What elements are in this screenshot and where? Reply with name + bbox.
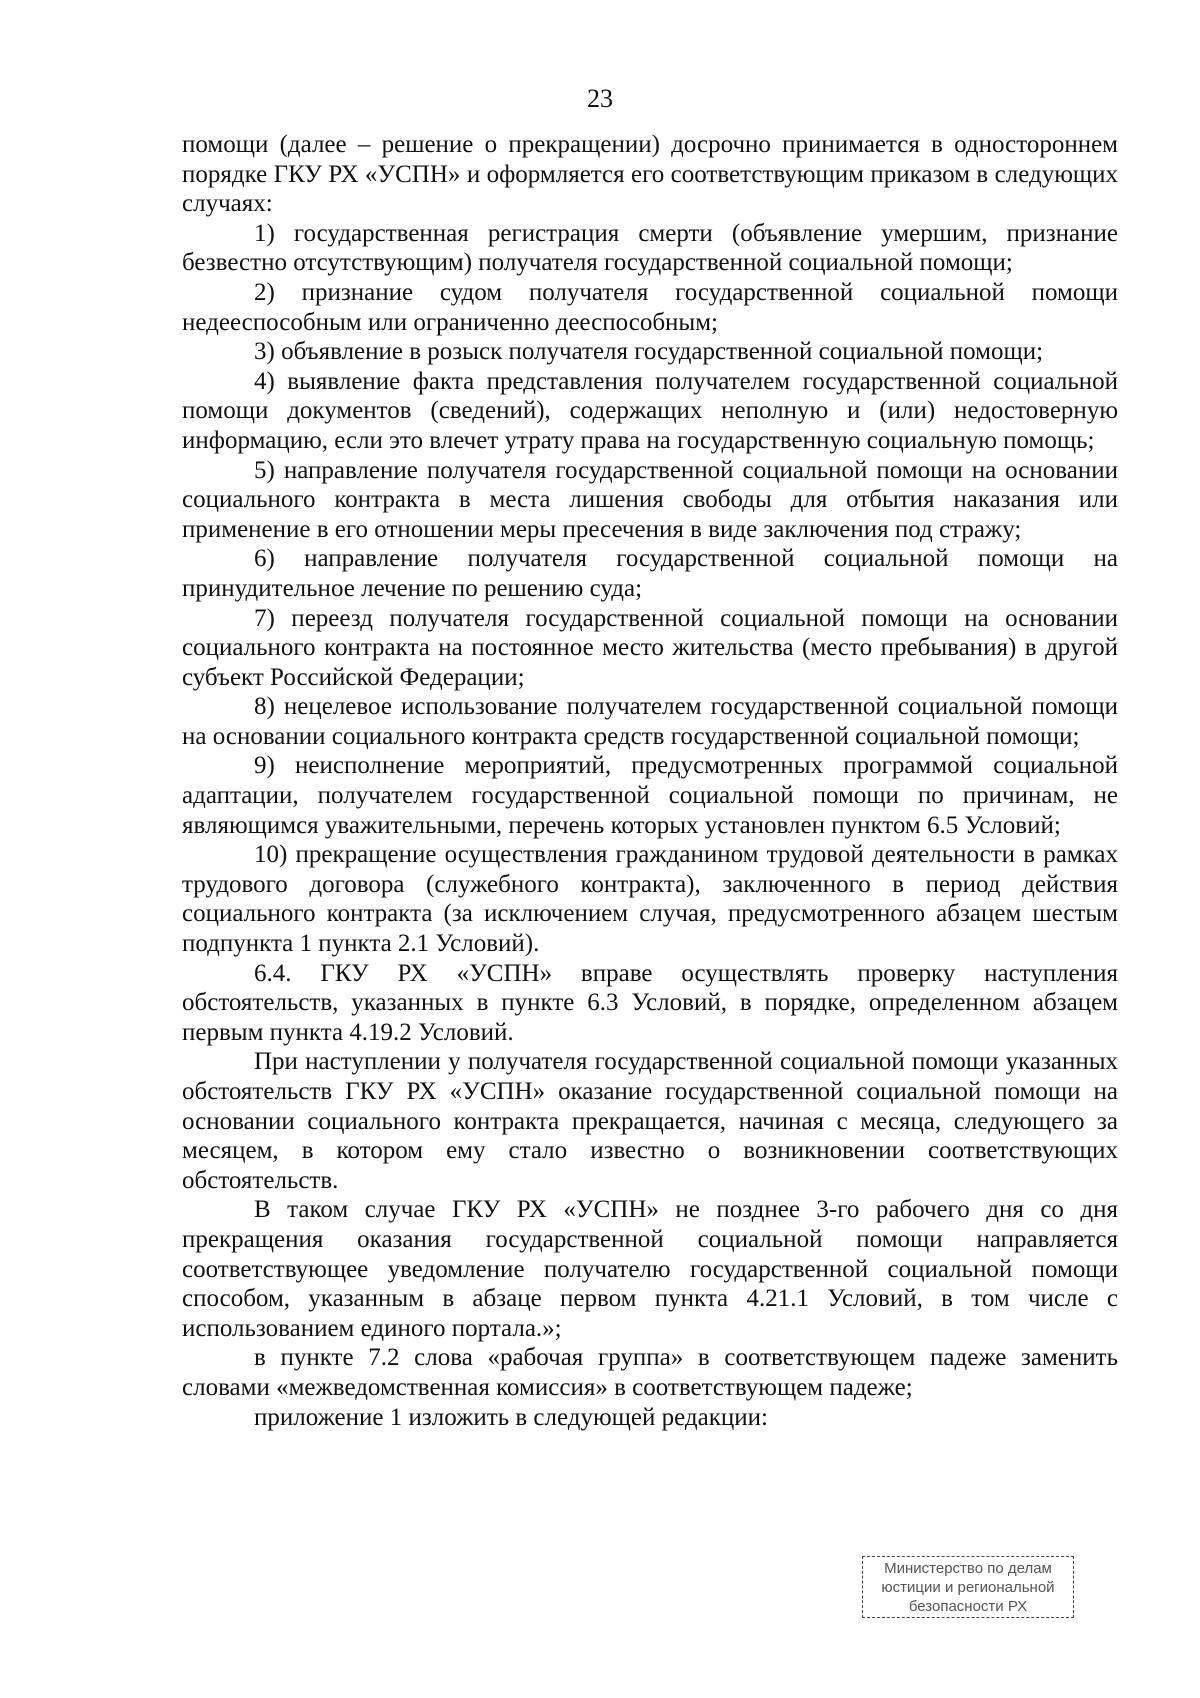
list-item-2: 2) признание судом получателя государственной социальной помощи недееспособным или ограниченно дееспособным; (182, 278, 1118, 336)
paragraph-notification: В таком случае ГКУ РХ «УСПН» не позднее 3-го рабочего дня со дня прекращения оказания государственной социальной помощи направляется соответствующее уведомление получателю государственной социальной помощи способом, указанным в абзаце первом пункта 4.21.1 Условий, в том числе с использованием единого портала.»; (182, 1196, 1118, 1342)
list-item-6: 6) направление получателя государственной социальной помощи на принудительное лечение по решению суда; (182, 545, 1118, 602)
list-item-1: 1) государственная регистрация смерти (объявление умершим, признание безвестно отсутствующим) получателя государственной социальной помощи; (182, 219, 1118, 277)
paragraph-appendix-1: приложение 1 изложить в следующей редакции: (254, 1403, 768, 1431)
ministry-stamp (862, 1556, 1074, 1618)
stamp-line-2: юстиции и региональной (881, 1579, 1055, 1596)
document-body (182, 130, 1118, 1432)
list-item-10: 10) прекращение осуществления гражданином трудовой деятельности в рамках трудового договора (служебного контракта), заключенного в период действия социального контракта (за исключением случая, предусмотренного абзацем шестым подпункта 1 пункта 2.1 Условий). (182, 841, 1118, 958)
paragraph-amendment-7-2: в пункте 7.2 слова «рабочая группа» в соответствующем падеже заменить словами «межведомственная комиссия» в соответствующем падеже; (182, 1344, 1118, 1401)
paragraph-continuation: помощи (далее – решение о прекращении) досрочно принимается в одностороннем порядке ГКУ РХ «УСПН» и оформляется его соответствующим приказом в следующих случаях: (182, 131, 1118, 218)
list-item-8: 8) нецелевое использование получателем государственной социальной помощи на основании социального контракта средств государственной социальной помощи; (182, 693, 1118, 750)
clause-6-4: 6.4. ГКУ РХ «УСПН» вправе осуществлять проверку наступления обстоятельств, указанных в пункте 6.3 Условий, в порядке, определенном абзацем первым пункта 4.19.2 Условий. (182, 959, 1118, 1046)
list-item-3: 3) объявление в розыск получателя государственной социальной помощи; (254, 338, 1044, 366)
stamp-line-1: Министерство по делам (884, 1560, 1052, 1577)
list-item-5: 5) направление получателя государственной социальной помощи на основании социального контракта в места лишения свободы для отбытия наказания или применение в его отношении меры пресечения в виде заключения под стражу; (182, 456, 1118, 543)
list-item-7: 7) переезд получателя государственной социальной помощи на основании социального контракта на постоянное место жительства (место пребывания) в другой субъект Российской Федерации; (182, 604, 1118, 691)
page-number: 23 (587, 84, 613, 113)
list-item-9: 9) неисполнение мероприятий, предусмотренных программой социальной адаптации, получателем государственной социальной помощи по причинам, не являющимся уважительными, перечень которых установлен пунктом 6.5 Условий; (182, 752, 1118, 839)
paragraph-termination: При наступлении у получателя государственной социальной помощи указанных обстоятельств ГКУ РХ «УСПН» оказание государственной социальной помощи на основании социального контракта прекращается, начиная с месяца, следующего за месяцем, в котором ему стало известно о возникновении соответствующих обстоятельств. (182, 1048, 1118, 1194)
list-item-4: 4) выявление факта представления получателем государственной социальной помощи документов (сведений), содержащих неполную и (или) недостоверную информацию, если это влечет утрату права на государственную социальную помощь; (182, 367, 1118, 454)
stamp-line-3: безопасности РХ (908, 1598, 1028, 1615)
